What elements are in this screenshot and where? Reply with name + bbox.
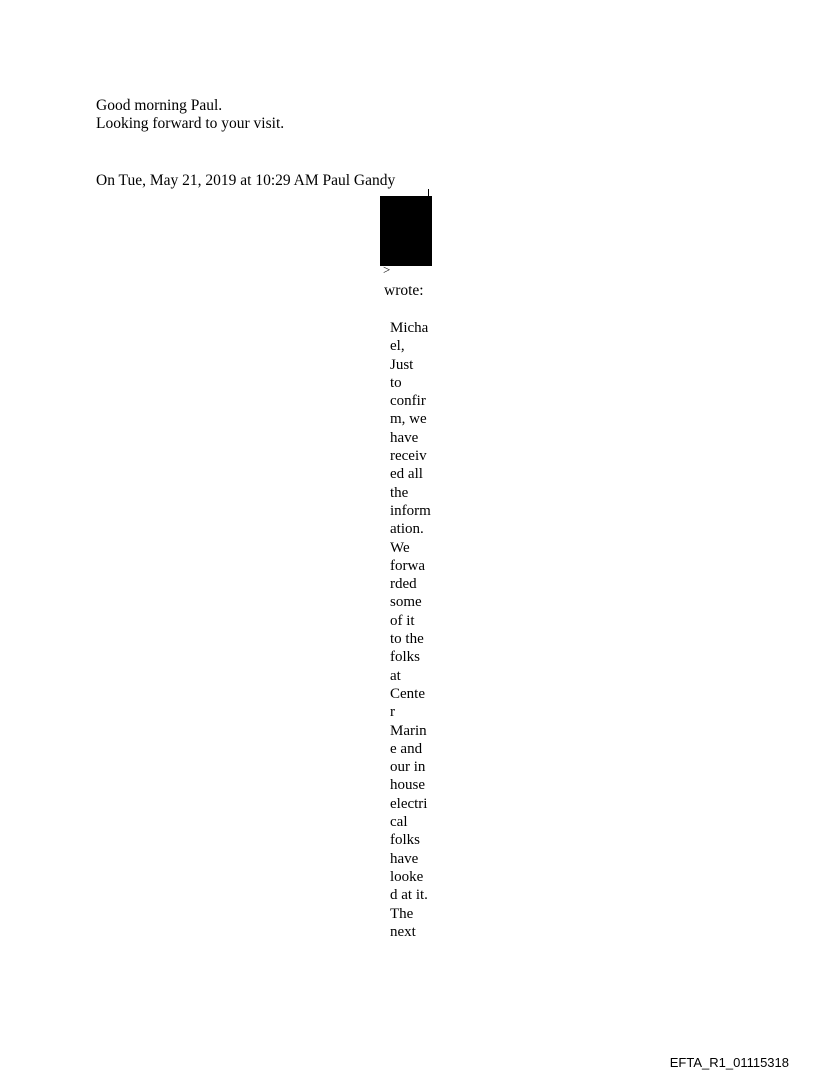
quoted-line: next bbox=[390, 923, 416, 940]
quoted-line: looke bbox=[390, 868, 424, 885]
greeting-text bbox=[96, 97, 284, 133]
quoted-line: our in bbox=[390, 759, 426, 776]
quoted-line: to bbox=[390, 374, 402, 391]
greeting-line: Good morning Paul. bbox=[96, 97, 223, 114]
reply-attribution: On Tue, May 21, 2019 at 10:29 AM Paul Gandy bbox=[96, 172, 396, 189]
quoted-line: The bbox=[390, 905, 414, 922]
quoted-line: at bbox=[390, 667, 401, 684]
quoted-line: to the bbox=[390, 631, 424, 648]
quoted-line: inform bbox=[390, 502, 431, 519]
quoted-line: Micha bbox=[390, 320, 429, 336]
quoted-line: Cente bbox=[390, 685, 425, 702]
quoted-line: cal bbox=[390, 814, 408, 831]
quoted-line: folks bbox=[390, 649, 420, 666]
quoted-line: have bbox=[390, 429, 419, 446]
quoted-line: ation. bbox=[390, 521, 424, 538]
greeting-line: Looking forward to your visit. bbox=[96, 115, 285, 132]
quoted-line: the bbox=[390, 484, 409, 501]
quoted-line: m, we bbox=[390, 411, 427, 428]
quoted-line: rded bbox=[390, 576, 417, 593]
document-id: EFTA_R1_01115318 bbox=[669, 1055, 789, 1070]
quoted-line: have bbox=[390, 850, 419, 867]
quoted-line: d at it. bbox=[390, 887, 428, 904]
quoted-line: folks bbox=[390, 832, 420, 849]
quoted-line: el, bbox=[390, 338, 405, 355]
quoted-line: receiv bbox=[390, 448, 427, 465]
quoted-line: We bbox=[390, 539, 410, 556]
email-bracket: > bbox=[383, 262, 391, 277]
quoted-line: Just bbox=[390, 356, 414, 373]
quoted-message bbox=[390, 319, 440, 941]
wrote-label: wrote: bbox=[384, 282, 424, 299]
quoted-line: ed all bbox=[390, 466, 423, 483]
quoted-line: electri bbox=[390, 795, 428, 812]
quoted-line: forwa bbox=[390, 557, 425, 574]
quoted-line: house bbox=[390, 777, 425, 794]
quoted-line: some bbox=[390, 594, 422, 611]
quoted-line: Marin bbox=[390, 722, 427, 739]
redacted-email-block bbox=[380, 196, 432, 266]
quoted-line: e and bbox=[390, 740, 423, 757]
quoted-line: of it bbox=[390, 612, 415, 629]
quoted-line: r bbox=[390, 704, 395, 721]
quoted-line: confir bbox=[390, 393, 426, 410]
